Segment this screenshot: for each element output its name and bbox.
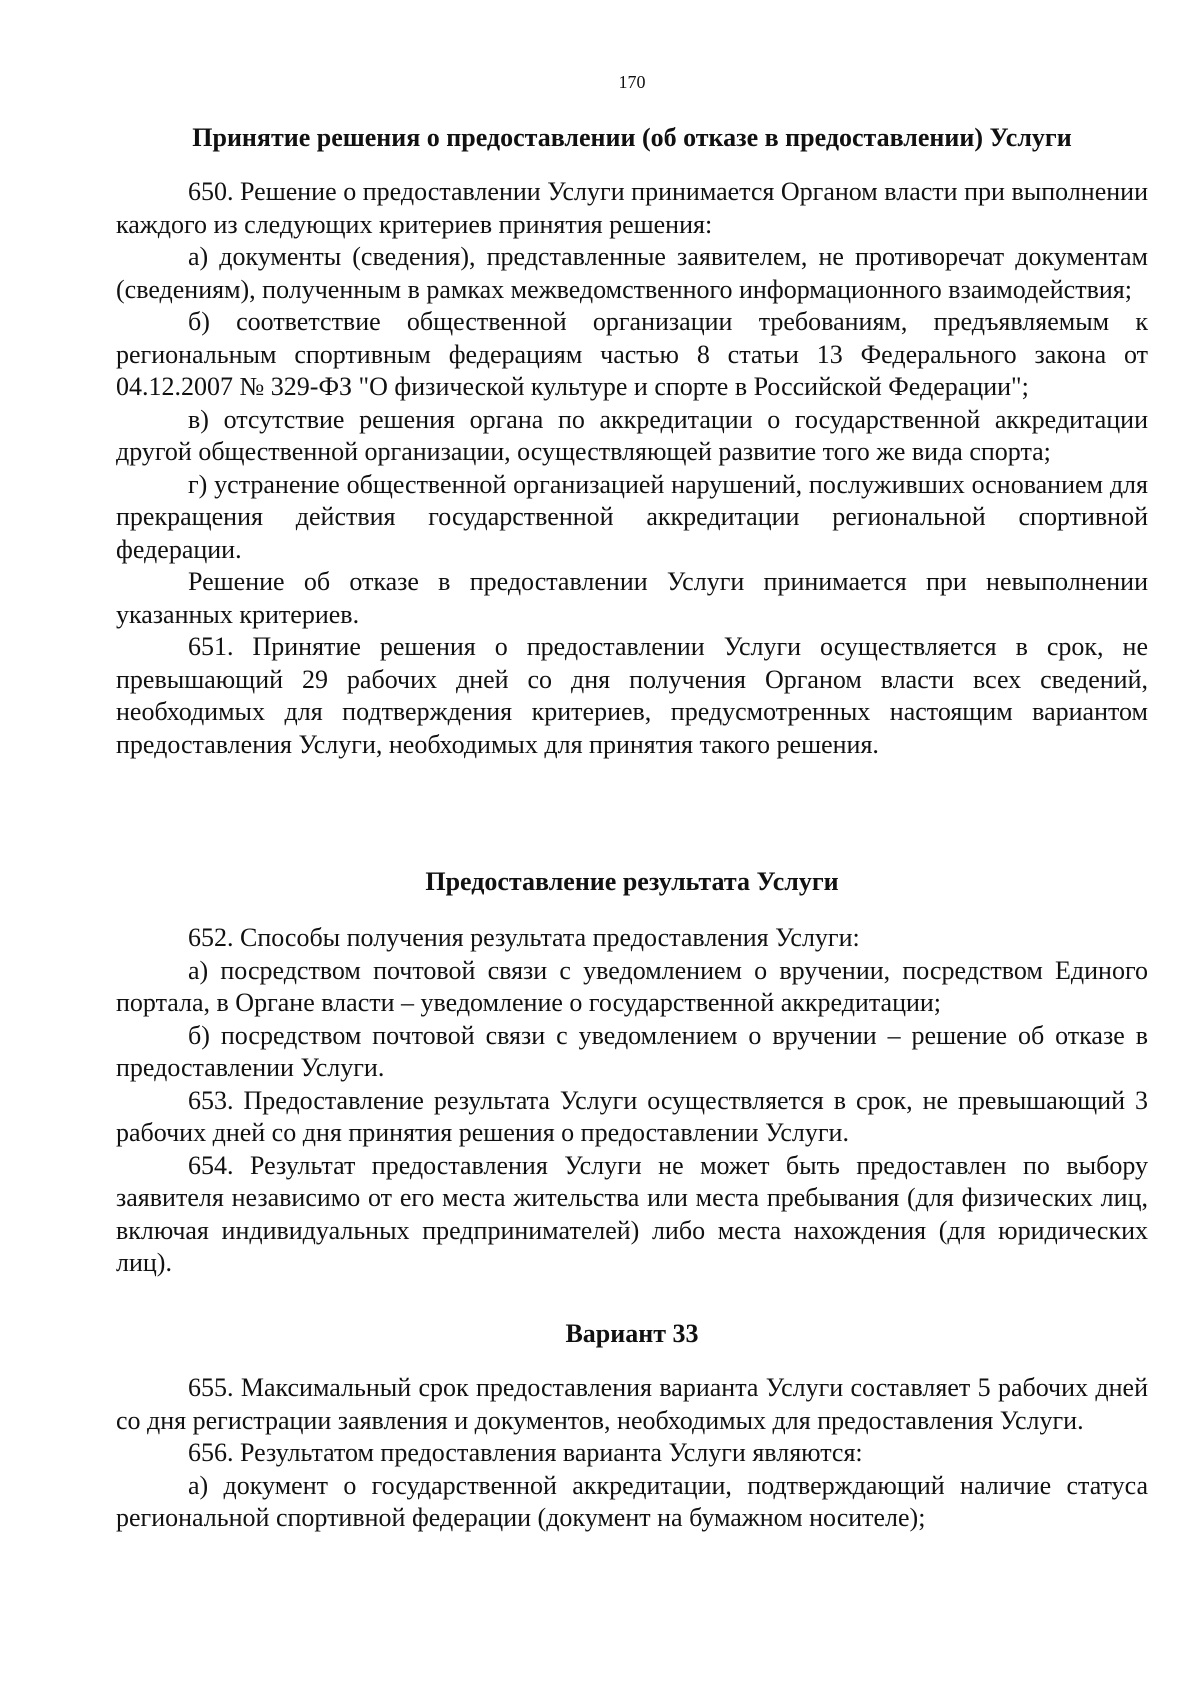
- section-heading-variant-33: Вариант 33: [565, 1319, 699, 1348]
- paragraph-652-a: а) посредством почтовой связи с уведомлением о вручении, посредством Единого портала, в Органе власти – уведомление о государственной аккредитации;: [116, 955, 1148, 1017]
- paragraph-653: 653. Предоставление результата Услуги осуществляется в срок, не превышающий 3 рабочих дней со дня принятия решения о предоставлении Услуги.: [116, 1085, 1148, 1147]
- section-heading-result: Предоставление результата Услуги: [425, 867, 839, 896]
- paragraph-650-v: в) отсутствие решения органа по аккредитации о государственной аккредитации другой общественной организации, осуществляющей развитие того же вида спорта;: [116, 404, 1148, 466]
- paragraph-654: 654. Результат предоставления Услуги не может быть предоставлен по выбору заявителя независимо от его места жительства или места пребывания (для физических лиц, включая индивидуальных предпринимателей) либо места нахождения (для юридических лиц).: [116, 1150, 1148, 1277]
- paragraph-655: 655. Максимальный срок предоставления варианта Услуги составляет 5 рабочих дней со дня регистрации заявления и документов, необходимых для предоставления Услуги.: [116, 1373, 1148, 1435]
- paragraph-refusal: Решение об отказе в предоставлении Услуги принимается при невыполнении указанных критериев.: [116, 567, 1148, 629]
- page-number: 170: [618, 72, 646, 92]
- section-body-result: [116, 922, 1148, 1280]
- paragraph-652-b: б) посредством почтовой связи с уведомлением о вручении – решение об отказе в предоставлении Услуги.: [116, 1020, 1148, 1082]
- paragraph-650-a: а) документы (сведения), представленные заявителем, не противоречат документам (сведениям), полученным в рамках межведомственного информационного взаимодействия;: [116, 242, 1148, 304]
- section-body-variant-33: [116, 1372, 1148, 1535]
- paragraph-650-b: б) соответствие общественной организации требованиям, предъявляемым к региональным спортивным федерациям частью 8 статьи 13 Федерального закона от 04.12.2007 № 329-ФЗ "О физической культуре и спорте в Российской Федерации";: [116, 307, 1148, 401]
- paragraph-656: 656. Результатом предоставления варианта Услуги являются:: [188, 1438, 863, 1467]
- paragraph-650: 650. Решение о предоставлении Услуги принимается Органом власти при выполнении каждого из следующих критериев принятия решения:: [116, 177, 1148, 239]
- paragraph-656-a: а) документ о государственной аккредитации, подтверждающий наличие статуса региональной спортивной федерации (документ на бумажном носителе);: [116, 1470, 1148, 1532]
- paragraph-650-g: г) устранение общественной организацией нарушений, послуживших основанием для прекращения действия государственной аккредитации региональной спортивной федерации.: [116, 469, 1148, 564]
- paragraph-651: 651. Принятие решения о предоставлении Услуги осуществляется в срок, не превышающий 29 рабочих дней со дня получения Органом власти всех сведений, необходимых для подтверждения критериев, предусмотренных настоящим вариантом предоставления Услуги, необходимых для принятия такого решения.: [116, 632, 1148, 759]
- section-body-decision: [116, 176, 1148, 761]
- section-heading-decision: Принятие решения о предоставлении (об отказе в предоставлении) Услуги: [192, 123, 1072, 152]
- paragraph-652: 652. Способы получения результата предоставления Услуги:: [188, 923, 860, 952]
